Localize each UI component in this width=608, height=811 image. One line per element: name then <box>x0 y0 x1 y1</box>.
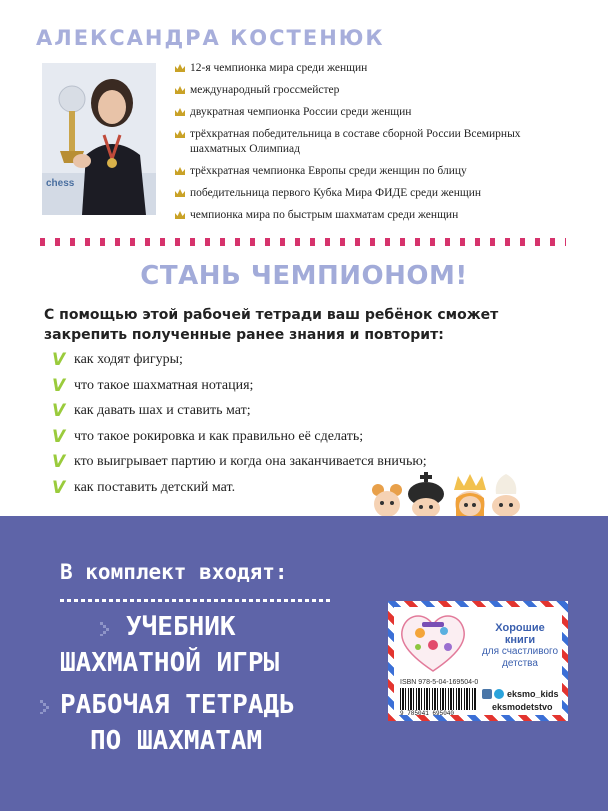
telegram-icon <box>494 689 504 699</box>
heart-logo-icon <box>398 611 468 675</box>
isbn-text: ISBN 978-5-04-169504-0 <box>400 679 479 686</box>
achievement-item: чемпионка мира по быстрым шахматам среди женщин <box>174 208 574 223</box>
social-links <box>482 685 559 703</box>
publisher-card <box>388 601 568 721</box>
skill-item: V как поставить детский мат. <box>52 477 236 498</box>
kit-title-underline <box>60 599 332 602</box>
book-title-line: РАБОЧАЯ ТЕТРАДЬ <box>60 690 295 720</box>
check-icon: V <box>52 426 66 447</box>
check-icon: V <box>52 401 66 422</box>
book-workbook <box>60 687 295 759</box>
author-name: АЛЕКСАНДРА КОСТЕНЮК <box>36 26 385 50</box>
skill-item: V как ходят фигуры; <box>52 350 183 370</box>
achievement-item: двукратная чемпионка России среди женщин <box>174 105 574 120</box>
check-icon: V <box>52 375 66 396</box>
crown-icon <box>174 107 186 117</box>
barcode <box>400 688 476 710</box>
kit-title: В комплект входят: <box>60 560 288 584</box>
achievement-item: трёхкратная победительница в составе сборной России Всемирных шахматных Олимпиад <box>174 127 530 157</box>
book-title-line: ПО ШАХМАТАМ <box>90 726 263 756</box>
chess-pieces-illustration <box>366 470 608 516</box>
skill-item: V как давать шах и ставить мат; <box>52 401 251 422</box>
crown-icon <box>174 85 186 95</box>
site-name: eksmodetstvo <box>492 702 553 712</box>
check-icon: V <box>52 452 66 473</box>
crown-icon <box>174 63 186 73</box>
vk-icon <box>482 689 492 699</box>
photo-caption: chess <box>46 178 75 189</box>
crown-icon <box>174 188 186 198</box>
achievement-item: 12-я чемпионка мира среди женщин <box>174 61 574 76</box>
achievement-item: победительница первого Кубка Мира ФИДЕ среди женщин <box>174 186 574 201</box>
skill-item: V кто выигрывает партию и когда она заканчивается вничью; <box>52 452 427 473</box>
author-photo-illustration <box>42 63 156 215</box>
intro-text: С помощью этой рабочей тетради ваш ребёнок сможет закрепить полученные ранее знания и повторит: <box>44 307 499 343</box>
book-textbook <box>60 609 279 681</box>
check-icon: V <box>52 477 66 498</box>
achievement-item: международный гроссмейстер <box>174 83 574 98</box>
skill-item: V что такое рокировка и как правильно её сделать; <box>52 426 364 447</box>
achievement-item: трёхкратная чемпионка Европы среди женщин по блицу <box>174 164 574 179</box>
crown-icon <box>174 166 186 176</box>
crown-icon <box>174 210 186 220</box>
card-slogan: Хорошие книги для счастливого детства <box>481 622 559 669</box>
pixel-arrow-icon <box>40 698 56 714</box>
book-title-line: УЧЕБНИК <box>126 612 236 642</box>
author-photo <box>42 63 156 215</box>
book-title-line: ШАХМАТНОЙ ИГРЫ <box>60 648 280 678</box>
pixel-arrow-icon <box>100 620 116 636</box>
social-handle: eksmo_kids <box>507 688 559 699</box>
dotted-divider <box>40 238 566 246</box>
champion-title: СТАНЬ ЧЕМПИОНОМ! <box>140 261 468 291</box>
crown-icon <box>174 129 186 139</box>
check-icon: V <box>52 350 66 370</box>
skill-item: V что такое шахматная нотация; <box>52 375 254 396</box>
achievements-list <box>174 61 574 223</box>
barcode-number: 9 785041 695040 <box>400 710 455 717</box>
